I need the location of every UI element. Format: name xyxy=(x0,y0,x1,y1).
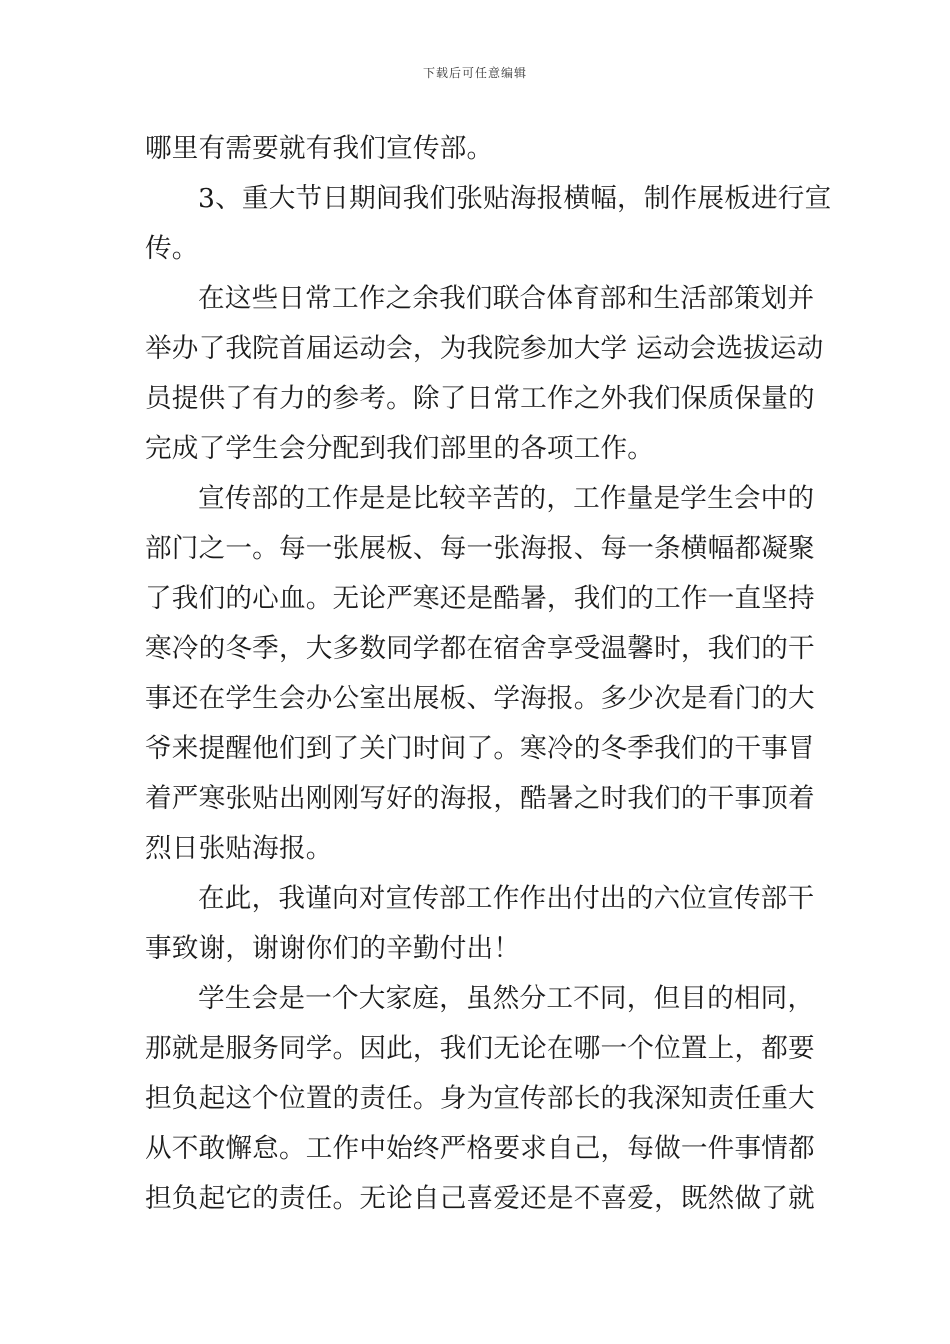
text-line: 部门之一。每一张展板、每一张海报、每一条横幅都凝聚 xyxy=(145,533,815,564)
text-line: 员提供了有力的参考。除了日常工作之外我们保质保量的 xyxy=(145,383,815,414)
text-line: 在这些日常工作之余我们联合体育部和生活部策划并 xyxy=(198,283,815,314)
text-line: 事还在学生会办公室出展板、学海报。多少次是看门的大 xyxy=(145,683,815,714)
page-header: 下载后可任意编辑 xyxy=(422,66,527,80)
text-line: 3、重大节日期间我们张贴海报横幅，制作展板进行宣 xyxy=(198,183,832,214)
text-line: 传。 xyxy=(145,233,199,264)
text-line: 寒冷的冬季，大多数同学都在宿舍享受温馨时，我们的干 xyxy=(145,633,815,664)
text-line: 爷来提醒他们到了关门时间了。寒冷的冬季我们的干事冒 xyxy=(145,733,815,764)
text-line: 那就是服务同学。因此，我们无论在哪一个位置上，都要 xyxy=(145,1033,815,1064)
document-body xyxy=(145,124,832,1224)
text-line: 学生会是一个大家庭，虽然分工不同，但目的相同， xyxy=(198,983,815,1014)
text-line: 在此，我谨向对宣传部工作作出付出的六位宣传部干 xyxy=(198,883,815,914)
text-line: 担负起这个位置的责任。身为宣传部长的我深知责任重大 xyxy=(145,1083,815,1114)
text-line: 担负起它的责任。无论自己喜爱还是不喜爱，既然做了就 xyxy=(145,1183,815,1214)
text-line: 宣传部的工作是是比较辛苦的，工作量是学生会中的 xyxy=(198,483,815,514)
text-line: 事致谢，谢谢你们的辛勤付出！ xyxy=(145,933,521,964)
text-line: 哪里有需要就有我们宣传部。 xyxy=(145,133,494,164)
text-line: 举办了我院首届运动会，为我院参加大学 运动会选拔运动 xyxy=(145,333,824,364)
text-line: 从不敢懈怠。工作中始终严格要求自己，每做一件事情都 xyxy=(145,1133,815,1164)
text-line: 烈日张贴海报。 xyxy=(145,833,333,864)
text-line: 完成了学生会分配到我们部里的各项工作。 xyxy=(145,433,655,464)
text-line: 着严寒张贴出刚刚写好的海报，酷暑之时我们的干事顶着 xyxy=(145,783,815,814)
text-line: 了我们的心血。无论严寒还是酷暑，我们的工作一直坚持 xyxy=(145,583,815,614)
